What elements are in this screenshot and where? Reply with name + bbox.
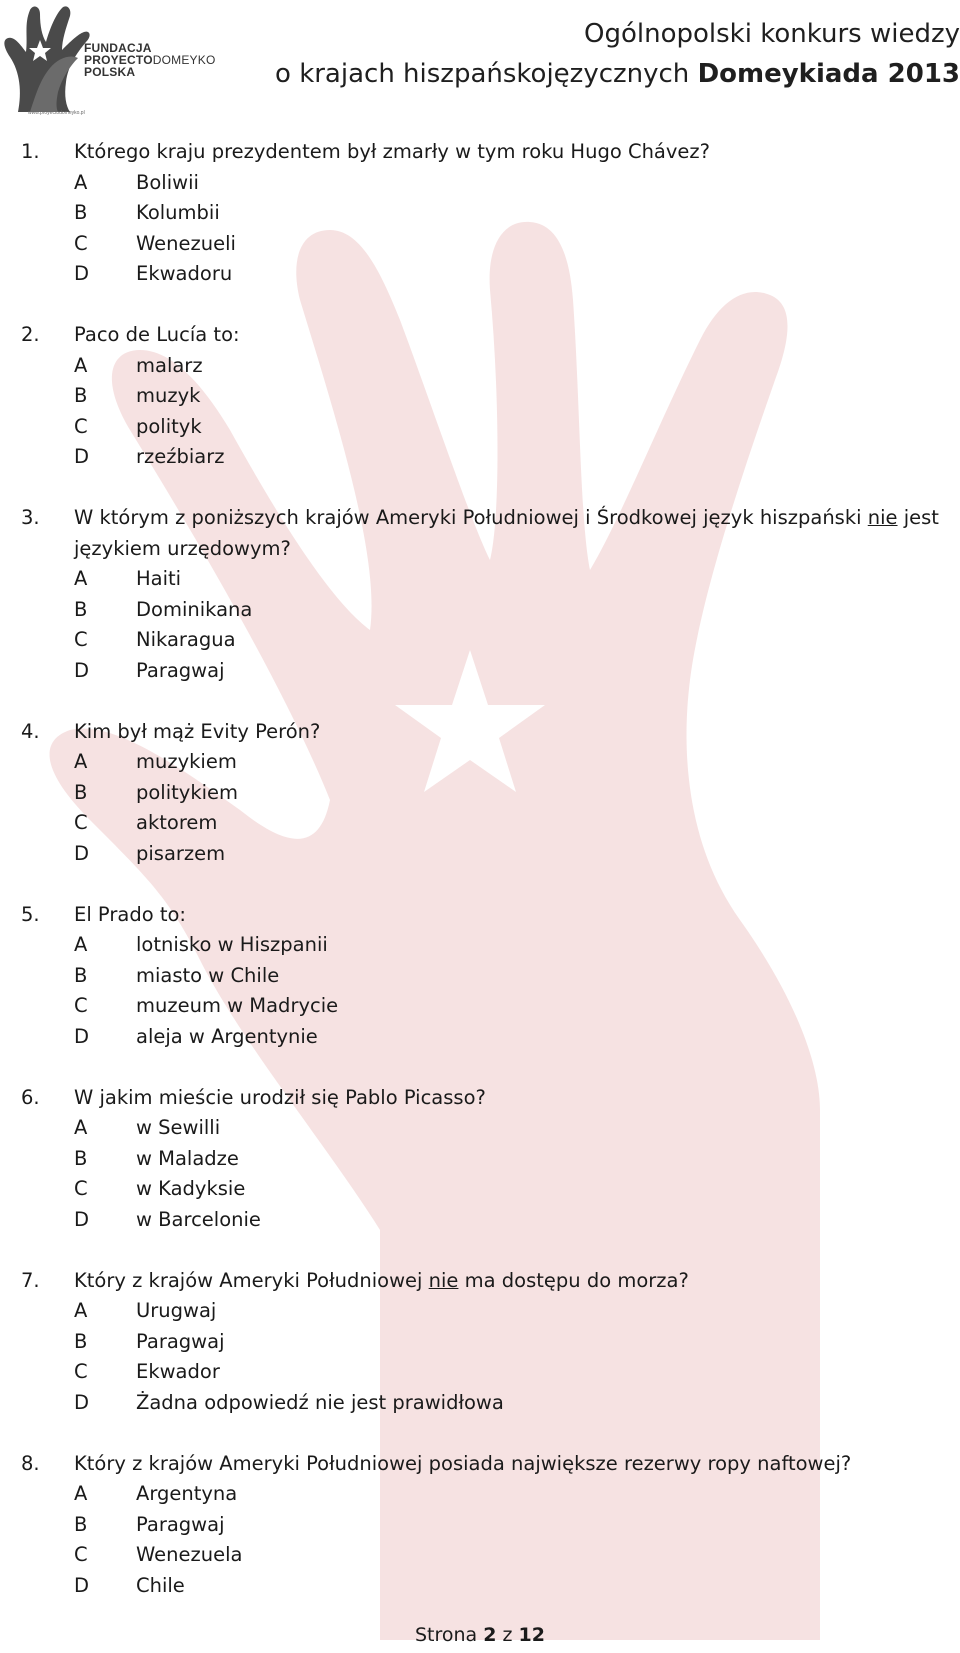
answer-option [21, 198, 941, 229]
answer-option [21, 1205, 941, 1236]
question-number: 6. [21, 1085, 40, 1109]
option-letter: A [74, 1482, 88, 1505]
question-number: 3. [21, 506, 40, 529]
option-letter: C [74, 1543, 88, 1566]
option-letter: A [74, 750, 88, 773]
answer-option [21, 229, 941, 260]
answer-option [21, 564, 941, 595]
option-text: Argentyna [136, 1482, 238, 1505]
answer-option [21, 1540, 941, 1571]
page-header [275, 14, 960, 94]
option-letter: B [74, 201, 88, 224]
answer-option [21, 1327, 941, 1358]
option-text: Chile [136, 1573, 185, 1597]
option-letter: C [74, 811, 88, 834]
option-letter: C [74, 994, 88, 1017]
option-text: Urugwaj [136, 1299, 217, 1322]
option-letter: B [74, 1329, 88, 1353]
answer-option [21, 1388, 941, 1419]
answer-option [21, 168, 941, 199]
answer-option [21, 1357, 941, 1388]
emphasized-word: nie [428, 1268, 459, 1292]
option-text: Kolumbii [136, 201, 220, 224]
option-text: Paragwaj [136, 1512, 225, 1536]
option-letter: D [74, 841, 90, 865]
option-letter: A [74, 1116, 88, 1139]
logo-line-3: POLSKA [84, 65, 136, 79]
option-letter: B [74, 384, 88, 407]
option-text: Haiti [136, 567, 182, 590]
question-number: 1. [21, 140, 40, 163]
question-number: 4. [21, 719, 40, 743]
option-text: Paragwaj [136, 1329, 225, 1353]
answer-option [21, 442, 941, 473]
answer-option [21, 991, 941, 1022]
question-line [21, 717, 941, 748]
question-line [21, 1083, 941, 1114]
option-text: Ekwador [136, 1360, 220, 1383]
option-text: lotnisko w Hiszpanii [136, 933, 328, 956]
question-8 [21, 1449, 941, 1602]
answer-option [21, 1479, 941, 1510]
question-text-part: ma dostępu do morza? [458, 1268, 689, 1292]
answer-option [21, 656, 941, 687]
option-text: w Kadyksie [136, 1177, 246, 1200]
option-text: malarz [136, 353, 203, 377]
option-text: aleja w Argentynie [136, 1024, 318, 1048]
option-letter: D [74, 658, 90, 682]
option-text: Dominikana [136, 597, 253, 621]
question-text [74, 1266, 941, 1297]
option-text: polityk [136, 414, 202, 438]
answer-option [21, 1571, 941, 1602]
header-event-name: Domeykiada 2013 [697, 59, 960, 89]
answer-option [21, 808, 941, 839]
answer-option [21, 595, 941, 626]
option-letter: C [74, 1177, 88, 1200]
option-text: Wenezuela [136, 1543, 243, 1566]
answer-option [21, 1113, 941, 1144]
total-pages-number: 12 [518, 1624, 545, 1646]
question-text-part: Który z krajów Ameryki Południowej [74, 1268, 429, 1292]
option-text: Żadna odpowiedź nie jest prawidłowa [136, 1390, 504, 1414]
question-text-part: W którym z poniższych krajów Ameryki Południowej i Środkowej język hiszpański [74, 506, 868, 529]
option-letter: D [74, 262, 90, 285]
option-text: aktorem [136, 811, 218, 834]
answer-option [21, 381, 941, 412]
option-text: Paragwaj [136, 658, 225, 682]
option-letter: D [74, 445, 90, 468]
option-letter: A [74, 933, 88, 956]
question-text: W jakim mieście urodził się Pablo Picasso? [74, 1085, 486, 1109]
answer-option [21, 1510, 941, 1541]
question-number: 2. [21, 323, 40, 346]
option-text: muzykiem [136, 750, 237, 773]
question-1 [21, 137, 941, 290]
answer-option [21, 778, 941, 809]
question-number: 7. [21, 1268, 40, 1292]
option-text: politykiem [136, 780, 239, 804]
option-letter: B [74, 780, 88, 804]
question-3 [21, 503, 941, 686]
option-text: Boliwii [136, 170, 199, 194]
question-text: Paco de Lucía to: [74, 323, 240, 346]
answer-option [21, 1144, 941, 1175]
option-letter: A [74, 170, 88, 194]
question-line [21, 900, 941, 931]
header-line-1: Ogólnopolski konkurs wiedzy [584, 19, 960, 49]
option-letter: C [74, 414, 88, 438]
answer-option [21, 625, 941, 656]
answer-option [21, 930, 941, 961]
logo-url: www.proyectodomeyko.pl [28, 110, 85, 116]
current-page-number: 2 [483, 1624, 497, 1646]
option-text: muzyk [136, 384, 201, 407]
page-footer: Strona 2 z 12 [414, 1624, 545, 1646]
option-letter: B [74, 1512, 88, 1536]
option-letter: C [74, 231, 88, 255]
option-letter: D [74, 1390, 90, 1414]
option-text: Ekwadoru [136, 262, 233, 285]
answer-option [21, 351, 941, 382]
option-letter: C [74, 1360, 88, 1383]
answer-option [21, 839, 941, 870]
option-text: rzeźbiarz [136, 445, 225, 468]
option-letter: D [74, 1207, 90, 1231]
question-6 [21, 1083, 941, 1236]
option-letter: C [74, 628, 88, 651]
question-number: 5. [21, 902, 40, 926]
answer-option [21, 1022, 941, 1053]
question-text [74, 503, 941, 564]
answer-option [21, 412, 941, 443]
question-5 [21, 900, 941, 1053]
question-text-part: jest językiem urzędowym? [74, 506, 939, 560]
option-text: w Barcelonie [136, 1207, 261, 1231]
option-letter: A [74, 1299, 88, 1322]
option-text: muzeum w Madrycie [136, 994, 339, 1017]
logo-wordmark [84, 42, 215, 78]
quiz-questions [21, 137, 941, 1632]
option-text: Wenezueli [136, 231, 236, 255]
question-text: Który z krajów Ameryki Południowej posiada największe rezerwy ropy naftowej? [74, 1451, 852, 1475]
question-line [21, 503, 941, 564]
question-4 [21, 717, 941, 870]
option-letter: D [74, 1024, 90, 1048]
logo-line-2: PROYECTODOMEYKO [84, 53, 216, 67]
question-text: Kim był mąż Evity Perón? [74, 719, 321, 743]
question-7 [21, 1266, 941, 1419]
question-text: Którego kraju prezydentem był zmarły w tym roku Hugo Chávez? [74, 140, 711, 163]
logo-line-1: FUNDACJA [84, 41, 152, 55]
answer-option [21, 1296, 941, 1327]
option-text: miasto w Chile [136, 963, 280, 987]
question-line [21, 1266, 941, 1297]
option-text: w Sewilli [136, 1116, 221, 1139]
option-text: Nikaragua [136, 628, 236, 651]
question-line [21, 320, 941, 351]
option-letter: D [74, 1573, 90, 1597]
answer-option [21, 1174, 941, 1205]
option-letter: B [74, 963, 88, 987]
question-number: 8. [21, 1451, 40, 1475]
option-letter: A [74, 353, 88, 377]
option-letter: B [74, 1146, 88, 1170]
answer-option [21, 961, 941, 992]
answer-option [21, 259, 941, 290]
option-text: pisarzem [136, 841, 226, 865]
option-text: w Maladze [136, 1146, 239, 1170]
answer-option [21, 747, 941, 778]
question-text: El Prado to: [74, 902, 186, 926]
question-line [21, 1449, 941, 1480]
question-2 [21, 320, 941, 473]
emphasized-word: nie [867, 506, 898, 529]
header-line-2: o krajach hiszpańskojęzycznych Domeykiada 2013 [275, 59, 960, 89]
option-letter: A [74, 567, 88, 590]
option-letter: B [74, 597, 88, 621]
question-line [21, 137, 941, 168]
